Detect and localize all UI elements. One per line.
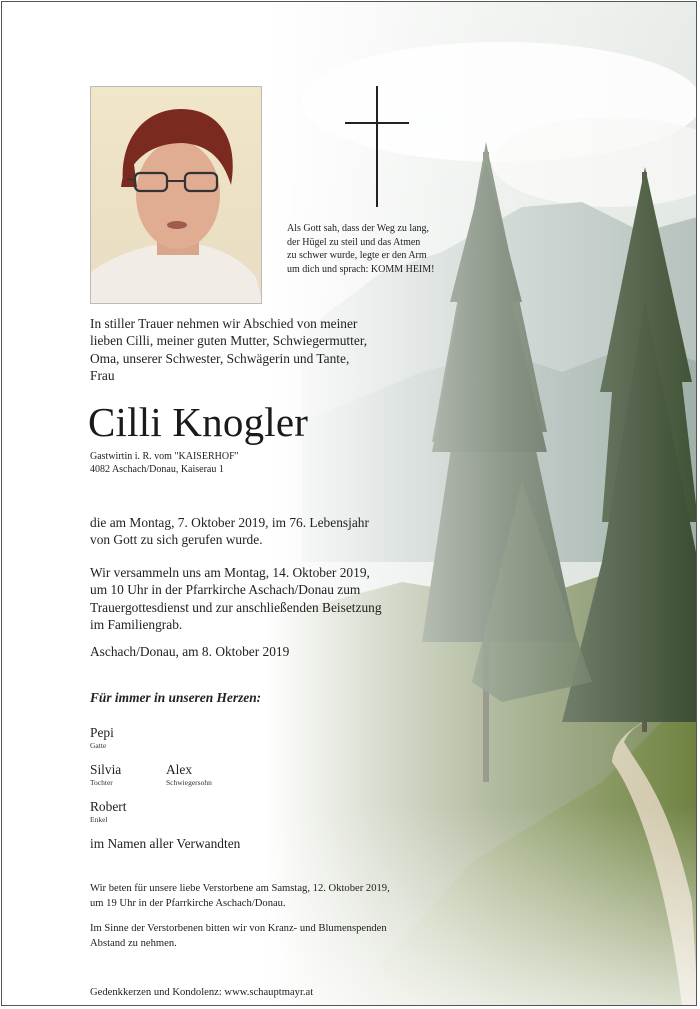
memorial-poem: Als Gott sah, dass der Weg zu lang, der Hügel zu steil und das Atmen zu schwer wurde, legte er den Arm um dich und sprach: KOMM HEIM! bbox=[287, 223, 435, 275]
service-line: Wir versammeln uns am Montag, 14. Oktober 2019, bbox=[90, 565, 370, 580]
donation-notice bbox=[90, 922, 450, 951]
service-notice bbox=[90, 564, 410, 634]
mourner bbox=[166, 762, 212, 787]
prayer-notice bbox=[90, 882, 450, 911]
mourner-name: Silvia bbox=[90, 762, 122, 777]
intro-line: Oma, unserer Schwester, Schwägerin und Tante, bbox=[90, 350, 350, 366]
death-notice-line: die am Montag, 7. Oktober 2019, im 76. Lebensjahr bbox=[90, 515, 369, 530]
death-notice-line: von Gott zu sich gerufen wurde. bbox=[90, 532, 263, 548]
place-date: Aschach/Donau, am 8. Oktober 2019 bbox=[90, 644, 290, 659]
prayer-line: Wir beten für unsere liebe Verstorbene am Samstag, 12. Oktober 2019, bbox=[90, 883, 390, 894]
deceased-name: Cilli Knogler bbox=[88, 399, 309, 445]
service-line: Trauergottesdienst und zur anschließenden Beisetzung bbox=[90, 599, 382, 615]
obituary-page bbox=[1, 1, 697, 1006]
intro-line: Frau bbox=[90, 368, 115, 384]
mourner bbox=[90, 725, 114, 750]
hearts-heading: Für immer in unseren Herzen: bbox=[90, 690, 262, 705]
mourner-relation: Enkel bbox=[90, 815, 108, 824]
mourner bbox=[90, 799, 126, 824]
mourner-relation: Tochter bbox=[90, 778, 113, 787]
cross-symbol bbox=[345, 86, 409, 207]
mourner-name: Pepi bbox=[90, 725, 114, 740]
condolence-link[interactable]: Gedenkkerzen und Kondolenz: www.schauptmayr.at bbox=[90, 987, 314, 998]
deceased-occupation: Gastwirtin i. R. vom "KAISERHOF" bbox=[90, 451, 239, 462]
mourner-relation: Schwiegersohn bbox=[166, 778, 212, 787]
service-line: um 10 Uhr in der Pfarrkirche Aschach/Donau zum bbox=[90, 582, 361, 598]
service-line: im Familiengrab. bbox=[90, 617, 183, 633]
relatives-line: im Namen aller Verwandten bbox=[90, 836, 241, 851]
mourner-name: Alex bbox=[166, 762, 193, 777]
prayer-line: um 19 Uhr in der Pfarrkirche Aschach/Donau. bbox=[90, 897, 286, 909]
donation-line: Abstand zu nehmen. bbox=[90, 937, 177, 949]
mourner-name: Robert bbox=[90, 799, 127, 814]
intro-line: In stiller Trauer nehmen wir Abschied von meiner bbox=[90, 316, 358, 331]
death-notice bbox=[90, 514, 410, 549]
portrait-photo bbox=[90, 86, 262, 304]
intro-line: lieben Cilli, meiner guten Mutter, Schwiegermutter, bbox=[90, 333, 368, 349]
mourner-relation: Gatte bbox=[90, 741, 107, 750]
donation-line: Im Sinne der Verstorbenen bitten wir von Kranz- und Blumenspenden bbox=[90, 923, 387, 934]
mourner bbox=[90, 762, 121, 787]
intro-text bbox=[90, 315, 390, 385]
deceased-address: 4082 Aschach/Donau, Kaiserau 1 bbox=[90, 464, 224, 475]
